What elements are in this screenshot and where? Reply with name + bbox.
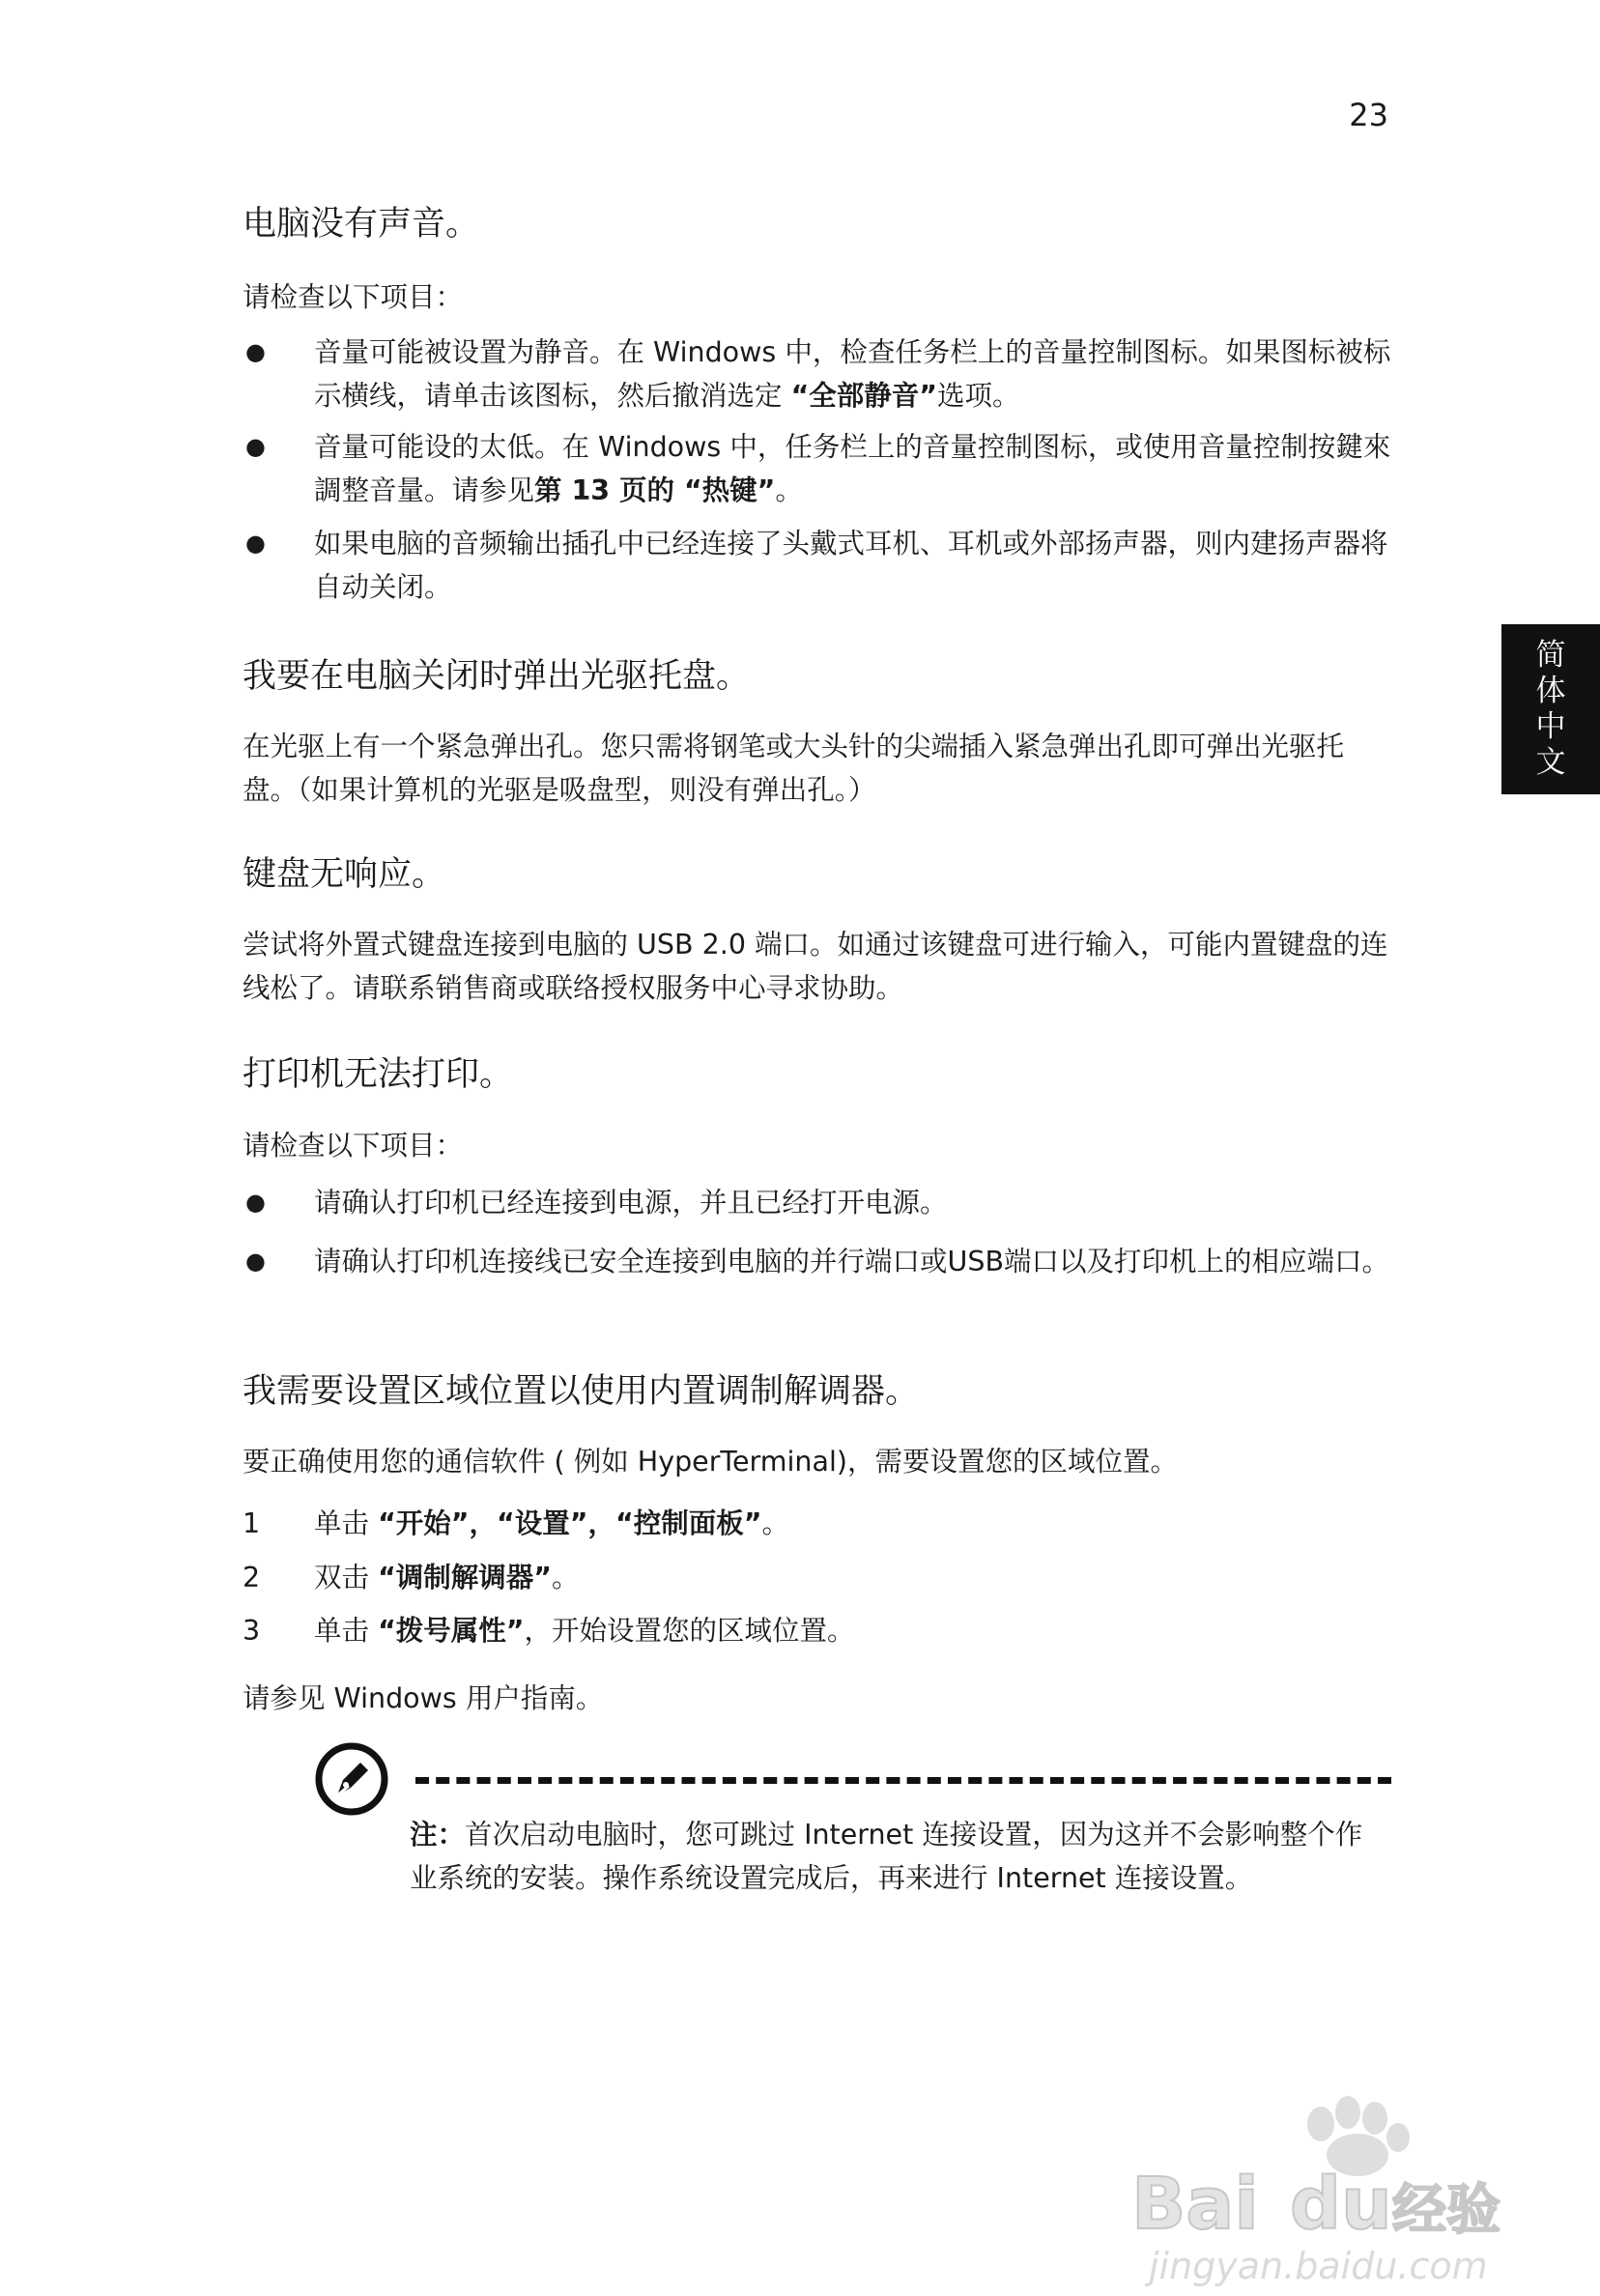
- section-heading-no-sound: 电脑没有声音。: [243, 205, 480, 244]
- section-intro: 请检查以下项目：: [243, 1130, 464, 1162]
- list-item: [243, 330, 1392, 417]
- note-text: [410, 1813, 1366, 1900]
- watermark-brand-du: du: [1290, 2163, 1392, 2246]
- item-text: 音量可能设的太低。在 Windows 中，任务栏上的音量控制图标，或使用音量控制按鍵來調整音量。请参见: [314, 431, 1391, 506]
- language-tab-char: 简: [1535, 638, 1566, 673]
- step-number: 1: [243, 1507, 261, 1539]
- bullet-icon: ●: [245, 1189, 266, 1216]
- section-body: 要正确使用您的通信软件 ( 例如 HyperTerminal)，需要设置您的区域位置。: [243, 1446, 1178, 1478]
- step-number: 2: [243, 1562, 261, 1593]
- section-heading-keyboard: 键盘无响应。: [243, 855, 446, 894]
- item-text: 。: [775, 474, 803, 506]
- step-item: [243, 1609, 1392, 1652]
- watermark-cn: 经验: [1392, 2179, 1500, 2242]
- item-text: 请确认打印机已经连接到电源，并且已经打开电源。: [314, 1187, 948, 1219]
- step-text: 。: [552, 1562, 580, 1593]
- section-heading-printer: 打印机无法打印。: [243, 1055, 514, 1094]
- bullet-icon: ●: [245, 530, 266, 557]
- list-item: [243, 425, 1392, 512]
- step-bold-text: “开始”，“设置”，“控制面板”: [378, 1507, 762, 1539]
- section-footer: 请参见 Windows 用户指南。: [243, 1682, 604, 1714]
- watermark-brand: Bai: [1131, 2163, 1259, 2246]
- note-pen-icon: [314, 1741, 389, 1817]
- bullet-icon: ●: [245, 1248, 266, 1275]
- step-text: 单击: [314, 1615, 379, 1647]
- step-bold-text: “调制解调器”: [378, 1562, 553, 1593]
- language-tab-char: 中: [1535, 709, 1566, 744]
- list-item: [243, 1240, 1392, 1283]
- step-text: 单击: [314, 1507, 379, 1539]
- bullet-icon: ●: [245, 433, 266, 460]
- step-item: [243, 1502, 1392, 1545]
- note-label: 注：: [410, 1819, 466, 1851]
- section-heading-eject-tray: 我要在电脑关闭时弹出光驱托盘。: [243, 657, 751, 696]
- list-item: [243, 522, 1392, 609]
- step-number: 3: [243, 1615, 261, 1647]
- bullet-icon: ●: [245, 338, 266, 365]
- page-number: 23: [1349, 97, 1388, 133]
- item-text: 如果电脑的音频输出插孔中已经连接了头戴式耳机、耳机或外部扬声器，则内建扬声器将自动关闭。: [314, 528, 1388, 603]
- section-heading-modem: 我需要设置区域位置以使用内置调制解调器。: [243, 1372, 920, 1411]
- watermark-url: jingyan.baidu.com: [1149, 2245, 1488, 2287]
- item-text: 选项。: [937, 380, 1020, 412]
- language-tab-char: 体: [1535, 674, 1566, 708]
- note-body: 首次启动电脑时，您可跳过 Internet 连接设置，因为这并不会影响整个作业系统的安装。操作系统设置完成后，再来进行 Internet 连接设置。: [410, 1819, 1363, 1894]
- step-text: 双击: [314, 1562, 379, 1593]
- section-body: 尝试将外置式键盘连接到电脑的 USB 2.0 端口。如通过该键盘可进行输入，可能内置键盘的连线松了。请联系销售商或联络授权服务中心寻求协助。: [243, 929, 1388, 1004]
- step-text: ，开始设置您的区域位置。: [524, 1615, 855, 1647]
- language-tab: [1501, 624, 1600, 794]
- section-intro: 请检查以下项目：: [243, 281, 464, 313]
- item-text: 请确认打印机连接线已安全连接到电脑的并行端口或USB端口以及打印机上的相应端口。: [314, 1246, 1390, 1277]
- step-bold-text: “拨号属性”: [378, 1615, 525, 1647]
- section-body: 在光驱上有一个紧急弹出孔。您只需将钢笔或大头针的尖端插入紧急弹出孔即可弹出光驱托盘。（如果计算机的光驱是吸盘型，则没有弹出孔。）: [243, 731, 1345, 806]
- list-item: [243, 1181, 1392, 1224]
- baidu-jingyan-watermark: [1126, 2049, 1512, 2296]
- item-bold-text: 第 13 页的 “热键”: [534, 474, 776, 506]
- language-tab-char: 文: [1535, 745, 1566, 780]
- note-divider: [415, 1777, 1391, 1784]
- item-text: 音量可能被设置为静音。在 Windows 中，检查任务栏上的音量控制图标。如果图标被标示横线，请单击该图标，然后撤消选定: [314, 336, 1391, 412]
- step-item: [243, 1556, 1392, 1599]
- step-text: 。: [761, 1507, 789, 1539]
- item-bold-text: “全部静音”: [790, 380, 938, 412]
